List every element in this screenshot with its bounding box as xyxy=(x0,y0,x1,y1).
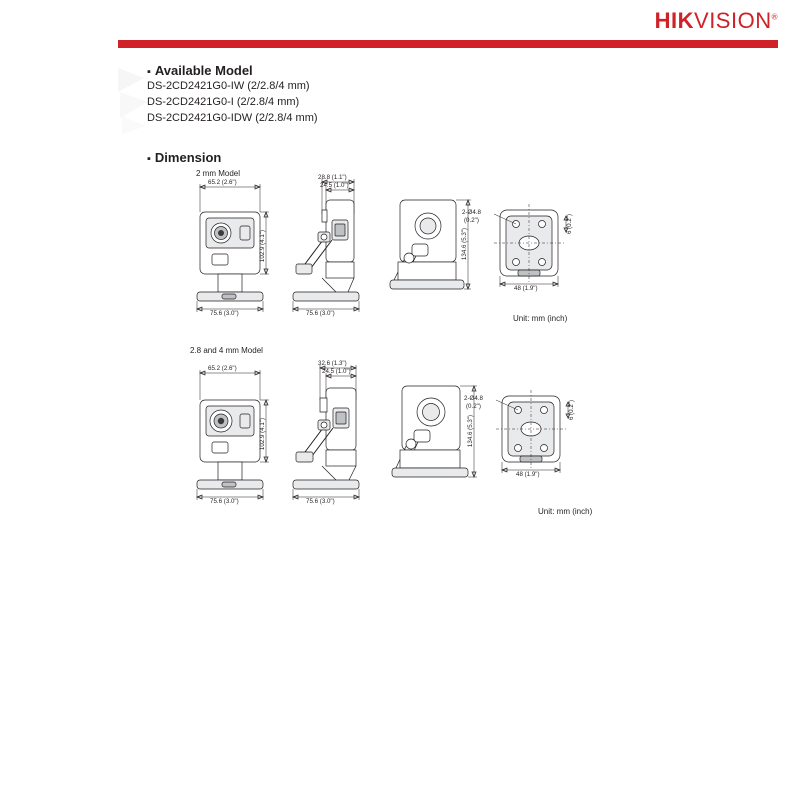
svg-text:24.5 (1.0"): 24.5 (1.0") xyxy=(322,368,351,375)
block-label-28-4mm: 2.8 and 4 mm Model xyxy=(190,346,263,355)
svg-text:24.5 (1.0"): 24.5 (1.0") xyxy=(320,182,349,189)
svg-text:6 (0.2"): 6 (0.2") xyxy=(566,213,573,235)
mount-base-view-2mm xyxy=(462,204,573,292)
dimension-drawing-2mm xyxy=(150,176,650,321)
svg-text:65.2 (2.6"): 65.2 (2.6") xyxy=(208,365,237,372)
model-item: DS-2CD2421G0-I (2/2.8/4 mm) xyxy=(147,96,300,108)
svg-text:28.8 (1.1"): 28.8 (1.1") xyxy=(318,174,347,181)
svg-text:48 (1.9"): 48 (1.9") xyxy=(516,471,540,478)
logo-text-bold: HIK xyxy=(654,8,695,33)
front-view-2mm xyxy=(197,179,269,317)
unit-note-2mm: Unit: mm (inch) xyxy=(513,314,568,323)
bullet-icon: ▪ xyxy=(147,66,151,78)
bullet-icon: ▪ xyxy=(147,153,151,165)
svg-text:75.6 (3.0"): 75.6 (3.0") xyxy=(210,498,239,505)
svg-text:134.6 (5.3"): 134.6 (5.3") xyxy=(467,414,474,448)
available-model-title: Available Model xyxy=(154,63,253,78)
hikvision-logo xyxy=(655,8,778,34)
red-divider-bar xyxy=(118,40,778,48)
svg-text:2-Ø4.8: 2-Ø4.8 xyxy=(464,395,483,402)
model-item: DS-2CD2421G0-IW (2/2.8/4 mm) xyxy=(147,80,310,92)
block-label-2mm: 2 mm Model xyxy=(196,169,241,178)
dimension-drawing-28-4mm xyxy=(150,360,650,515)
svg-text:134.6 (5.3"): 134.6 (5.3") xyxy=(461,227,468,261)
svg-text:65.2 (2.6"): 65.2 (2.6") xyxy=(208,179,237,186)
svg-text:75.6 (3.0"): 75.6 (3.0") xyxy=(306,310,335,317)
available-model-heading xyxy=(147,63,253,78)
logo-text-thin: VISION xyxy=(694,8,772,33)
unit-note-28-4mm: Unit: mm (inch) xyxy=(538,507,593,516)
dimension-heading xyxy=(147,150,221,165)
mount-base-view-28-4mm xyxy=(464,390,575,478)
svg-text:75.6 (3.0"): 75.6 (3.0") xyxy=(306,498,335,505)
svg-text:(0.2"): (0.2") xyxy=(464,217,479,224)
registered-mark: ® xyxy=(771,12,778,22)
side-view-28-4mm xyxy=(293,360,359,505)
svg-text:2-Ø4.8: 2-Ø4.8 xyxy=(462,209,481,216)
svg-text:48 (1.9"): 48 (1.9") xyxy=(514,285,538,292)
dimension-title: Dimension xyxy=(154,150,222,165)
svg-text:6 (0.2"): 6 (0.2") xyxy=(568,399,575,421)
svg-text:32.6 (1.3"): 32.6 (1.3") xyxy=(318,360,347,367)
rear-view-2mm xyxy=(390,200,471,289)
svg-text:102.9 (4.1"): 102.9 (4.1") xyxy=(259,229,266,263)
svg-text:(0.2"): (0.2") xyxy=(466,403,481,410)
model-item: DS-2CD2421G0-IDW (2/2.8/4 mm) xyxy=(147,112,318,124)
side-view-2mm xyxy=(293,174,359,317)
front-view-28-4mm xyxy=(197,365,269,505)
svg-text:75.6 (3.0"): 75.6 (3.0") xyxy=(210,310,239,317)
svg-text:102.9 (4.1"): 102.9 (4.1") xyxy=(259,417,266,451)
